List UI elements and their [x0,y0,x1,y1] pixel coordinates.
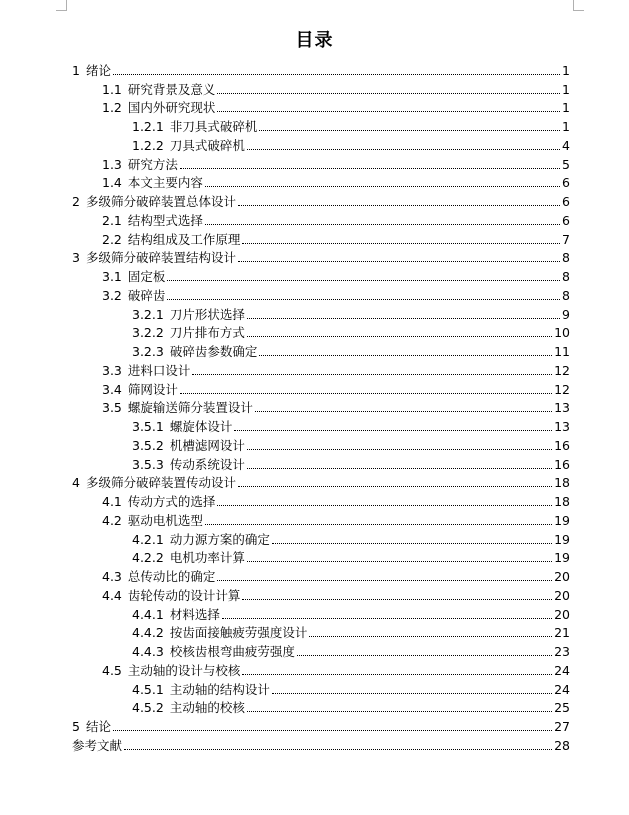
toc-entry-page-number: 13 [554,400,570,416]
toc-entry-page-number: 6 [562,175,570,191]
toc-entry-number: 5 [72,719,80,734]
toc-entry-title: 电机功率计算 [169,550,245,566]
toc-entry[interactable] [72,547,570,566]
toc-entry-number: 3.2.3 [132,344,164,359]
toc-dot-leader [242,599,552,600]
toc-entry-title: 传动方式的选择 [127,494,216,509]
toc-dot-leader [272,693,552,694]
toc-entry[interactable] [72,734,570,753]
toc-entry-title: 本文主要内容 [127,175,203,191]
toc-dot-leader [259,130,560,131]
toc-entry-number: 4.2 [102,512,122,528]
toc-entry-number: 4.5.2 [132,700,164,716]
toc-dot-leader [297,655,552,656]
toc-entry-number: 3.5.3 [132,456,164,472]
toc-entry[interactable] [72,622,570,641]
toc-entry-number: 4.4 [102,587,122,603]
toc-entry-title: 多级筛分破碎装置传动设计 [85,475,236,491]
toc-entry-title: 机槽滤网设计 [169,437,245,453]
toc-entry-title: 多级筛分破碎装置总体设计 [85,194,236,209]
toc-entry[interactable] [72,228,570,247]
toc-entry-page-number: 12 [554,362,570,378]
toc-entry-number: 3.4 [102,381,122,397]
toc-entry-title: 结构型式选择 [127,212,203,228]
toc-entry[interactable] [72,303,570,322]
toc-entry[interactable] [72,415,570,434]
page-corner-mark-right [573,0,584,11]
toc-entry[interactable] [72,565,570,584]
toc-entry-title: 校核齿根弯曲疲劳强度 [169,644,295,659]
toc-entry-title: 固定板 [127,269,166,284]
toc-entry-title: 绪论 [85,62,111,78]
toc-dot-leader [217,93,560,94]
toc-entry[interactable] [72,378,570,397]
toc-entry-title: 研究背景及意义 [127,81,216,97]
toc-entry[interactable] [72,153,570,172]
toc-entry-page-number: 8 [562,269,570,284]
toc-entry[interactable] [72,59,570,78]
toc-entry-number: 1.3 [102,156,122,172]
toc-entry[interactable] [72,640,570,659]
toc-entry-page-number: 19 [554,531,570,547]
toc-entry[interactable] [72,584,570,603]
toc-entry-page-number: 21 [554,625,570,641]
toc-entry-page-number: 20 [554,569,570,584]
toc-dot-leader [255,411,552,412]
toc-entry-number: 1.4 [102,175,122,191]
toc-dot-leader [247,561,552,562]
toc-entry-page-number: 10 [554,325,570,341]
toc-entry-number: 2.2 [102,231,122,247]
toc-dot-leader [113,730,552,731]
toc-entry[interactable] [72,603,570,622]
toc-entry-page-number: 19 [554,512,570,528]
toc-entry-title: 主动轴的设计与校核 [127,662,241,678]
toc-dot-leader [217,580,552,581]
toc-entry[interactable] [72,490,570,509]
toc-dot-leader [222,618,552,619]
toc-entry-title: 结论 [85,719,111,734]
toc-entry-page-number: 18 [554,494,570,509]
toc-entry[interactable] [72,659,570,678]
toc-entry[interactable] [72,322,570,341]
toc-dot-leader [205,524,552,525]
toc-dot-leader [242,674,552,675]
toc-entry[interactable] [72,678,570,697]
toc-entry-number: 4.4.3 [132,644,164,659]
toc-entry-page-number: 16 [554,437,570,453]
toc-entry-title: 进料口设计 [127,362,191,378]
toc-entry[interactable] [72,528,570,547]
toc-entry-title: 破碎齿 [127,287,166,303]
toc-entry-title: 材料选择 [169,606,220,622]
toc-dot-leader [309,636,552,637]
toc-entry-page-number: 16 [554,456,570,472]
table-of-contents [72,59,570,753]
toc-entry-number: 4.2.1 [132,531,164,547]
toc-entry-number: 2 [72,194,80,209]
toc-dot-leader [247,149,560,150]
toc-entry-page-number: 7 [562,231,570,247]
toc-entry-number: 4.2.2 [132,550,164,566]
toc-entry-page-number: 5 [562,156,570,172]
toc-entry-page-number: 27 [554,719,570,734]
toc-entry-page-number: 1 [562,62,570,78]
toc-entry-number: 3.5.2 [132,437,164,453]
toc-entry-title: 刀片排布方式 [169,325,245,341]
toc-entry-title: 总传动比的确定 [127,569,216,584]
toc-entry[interactable] [72,134,570,153]
toc-entry-title: 多级筛分破碎装置结构设计 [85,250,236,266]
toc-entry-number: 4 [72,475,80,491]
toc-entry-number: 4.4.2 [132,625,164,641]
toc-entry-page-number: 9 [562,306,570,322]
toc-entry-title: 研究方法 [127,156,178,172]
toc-entry-page-number: 8 [562,250,570,266]
toc-dot-leader [180,393,552,394]
toc-entry[interactable] [72,97,570,116]
toc-entry-number: 4.5.1 [132,681,164,697]
toc-dot-leader [192,374,552,375]
toc-entry-title: 结构组成及工作原理 [127,231,241,247]
toc-entry-title: 主动轴的结构设计 [169,681,270,697]
toc-entry-number: 1.2.2 [132,137,164,153]
toc-entry-page-number: 19 [554,550,570,566]
toc-entry-page-number: 28 [554,737,570,753]
toc-entry-page-number: 24 [554,662,570,678]
toc-entry[interactable] [72,509,570,528]
toc-entry-page-number: 23 [554,644,570,659]
toc-dot-leader [205,186,560,187]
toc-entry-number: 1.2 [102,100,122,116]
toc-entry-number: 3.1 [102,269,122,284]
toc-entry[interactable] [72,190,570,209]
toc-entry[interactable] [72,78,570,97]
toc-entry[interactable] [72,472,570,491]
toc-entry-page-number: 13 [554,419,570,434]
toc-entry-title: 主动轴的校核 [169,700,245,716]
toc-entry-number: 1.2.1 [132,119,164,134]
toc-entry[interactable] [72,247,570,266]
toc-entry-number: 2.1 [102,212,122,228]
toc-entry-title: 刀片形状选择 [169,306,245,322]
toc-dot-leader [247,318,560,319]
toc-dot-leader [247,468,552,469]
toc-entry[interactable] [72,715,570,734]
toc-dot-leader [167,280,560,281]
toc-entry-title: 国内外研究现状 [127,100,216,116]
toc-dot-leader [113,74,560,75]
toc-entry-page-number: 20 [554,587,570,603]
toc-entry-title: 破碎齿参数确定 [169,344,258,359]
toc-entry-page-number: 8 [562,287,570,303]
toc-dot-leader [247,711,552,712]
toc-entry-page-number: 1 [562,119,570,134]
toc-entry-title: 驱动电机选型 [127,512,203,528]
toc-entry-number: 3.2.1 [132,306,164,322]
page-title: 目录 [295,30,334,51]
toc-entry-number: 4.3 [102,569,122,584]
toc-entry[interactable] [72,340,570,359]
toc-dot-leader [234,430,552,431]
toc-entry-page-number: 20 [554,606,570,622]
toc-entry-page-number: 12 [554,381,570,397]
toc-entry-number: 3.2.2 [132,325,164,341]
toc-entry-number: 4.1 [102,494,122,509]
toc-dot-leader [180,168,560,169]
toc-entry-number: 3.3 [102,362,122,378]
toc-entry-number: 4.5 [102,662,122,678]
toc-entry-page-number: 1 [562,81,570,97]
toc-entry-page-number: 4 [562,137,570,153]
toc-entry-page-number: 6 [562,194,570,209]
toc-entry-page-number: 1 [562,100,570,116]
toc-entry-number: 3.5.1 [132,419,164,434]
toc-entry-page-number: 6 [562,212,570,228]
toc-entry[interactable] [72,115,570,134]
toc-entry-page-number: 24 [554,681,570,697]
toc-entry-page-number: 18 [554,475,570,491]
toc-entry[interactable] [72,434,570,453]
toc-dot-leader [247,336,552,337]
toc-entry[interactable] [72,284,570,303]
toc-entry[interactable] [72,265,570,284]
toc-entry[interactable] [72,453,570,472]
toc-entry[interactable] [72,697,570,716]
toc-entry-number: 4.4.1 [132,606,164,622]
toc-entry-title: 按齿面接触疲劳强度设计 [169,625,308,641]
toc-dot-leader [167,299,560,300]
toc-entry-title: 螺旋体设计 [169,419,233,434]
toc-entry-number: 1.1 [102,81,122,97]
toc-entry-number: 3.2 [102,287,122,303]
toc-dot-leader [272,543,552,544]
toc-dot-leader [247,449,552,450]
toc-dot-leader [238,486,552,487]
toc-entry-number: 3.5 [102,400,122,416]
toc-entry-number: 3 [72,250,80,266]
toc-entry-title: 螺旋输送筛分装置设计 [127,400,253,416]
toc-entry-title: 筛网设计 [127,381,178,397]
toc-dot-leader [205,224,560,225]
toc-dot-leader [242,243,560,244]
toc-entry-title: 齿轮传动的设计计算 [127,587,241,603]
toc-entry[interactable] [72,172,570,191]
page-corner-mark-left [56,0,67,11]
toc-dot-leader [217,505,552,506]
toc-entry-title: 刀具式破碎机 [169,137,245,153]
toc-entry-title: 参考文献 [72,737,123,753]
toc-entry-page-number: 25 [554,700,570,716]
toc-entry-title: 非刀具式破碎机 [169,119,258,134]
toc-dot-leader [259,355,552,356]
toc-entry[interactable] [72,359,570,378]
toc-entry-page-number: 11 [554,344,570,359]
toc-entry[interactable] [72,209,570,228]
toc-dot-leader [124,749,552,750]
toc-dot-leader [238,205,560,206]
toc-entry-title: 动力源方案的确定 [169,531,270,547]
toc-dot-leader [238,261,560,262]
toc-entry-number: 1 [72,62,80,78]
toc-dot-leader [217,111,560,112]
toc-entry-title: 传动系统设计 [169,456,245,472]
toc-entry[interactable] [72,397,570,416]
